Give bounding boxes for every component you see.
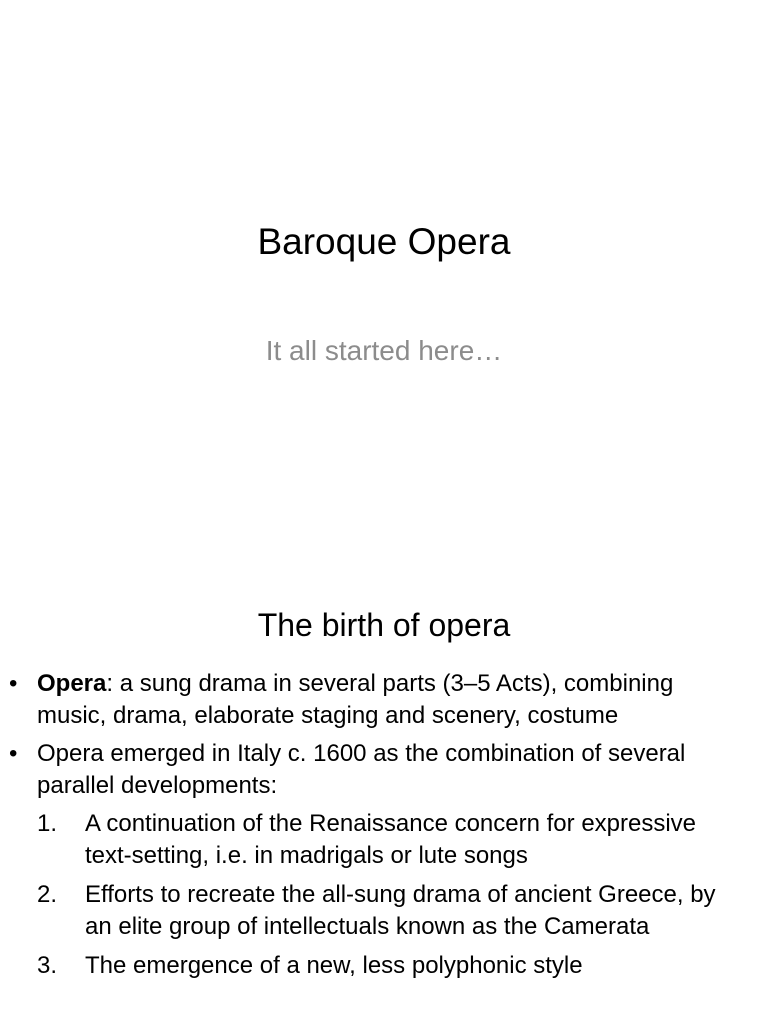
bullet-item	[0, 738, 768, 802]
item-number: 3.	[37, 952, 58, 979]
bullet-marker: •	[9, 740, 18, 767]
numbered-text: A continuation of the Renaissance concern for expressive text-setting, i.e. in madrigals or lute songs	[85, 810, 697, 869]
numbered-item	[0, 808, 768, 872]
bullet-text: : a sung drama in several parts (3–5 Acts), combining music, drama, elaborate staging and scenery, costume	[37, 670, 674, 729]
numbered-item	[0, 950, 768, 982]
numbered-text: Efforts to recreate the all-sung drama of ancient Greece, by an elite group of intellectuals known as the Camerata	[85, 881, 716, 940]
content-slide	[0, 576, 768, 1024]
bullet-item	[0, 668, 768, 732]
bullet-marker: •	[9, 670, 18, 697]
numbered-text: The emergence of a new, less polyphonic style	[85, 952, 583, 979]
bullet-text: Opera emerged in Italy c. 1600 as the combination of several parallel developments:	[37, 740, 686, 799]
slide-subtitle: It all started here…	[265, 335, 503, 366]
slide-title: The birth of opera	[257, 607, 511, 643]
slide-body	[0, 668, 768, 989]
term: Opera	[37, 670, 107, 697]
numbered-item	[0, 879, 768, 943]
item-number: 2.	[37, 881, 58, 908]
item-number: 1.	[37, 810, 58, 837]
slide-title: Baroque Opera	[257, 221, 511, 262]
